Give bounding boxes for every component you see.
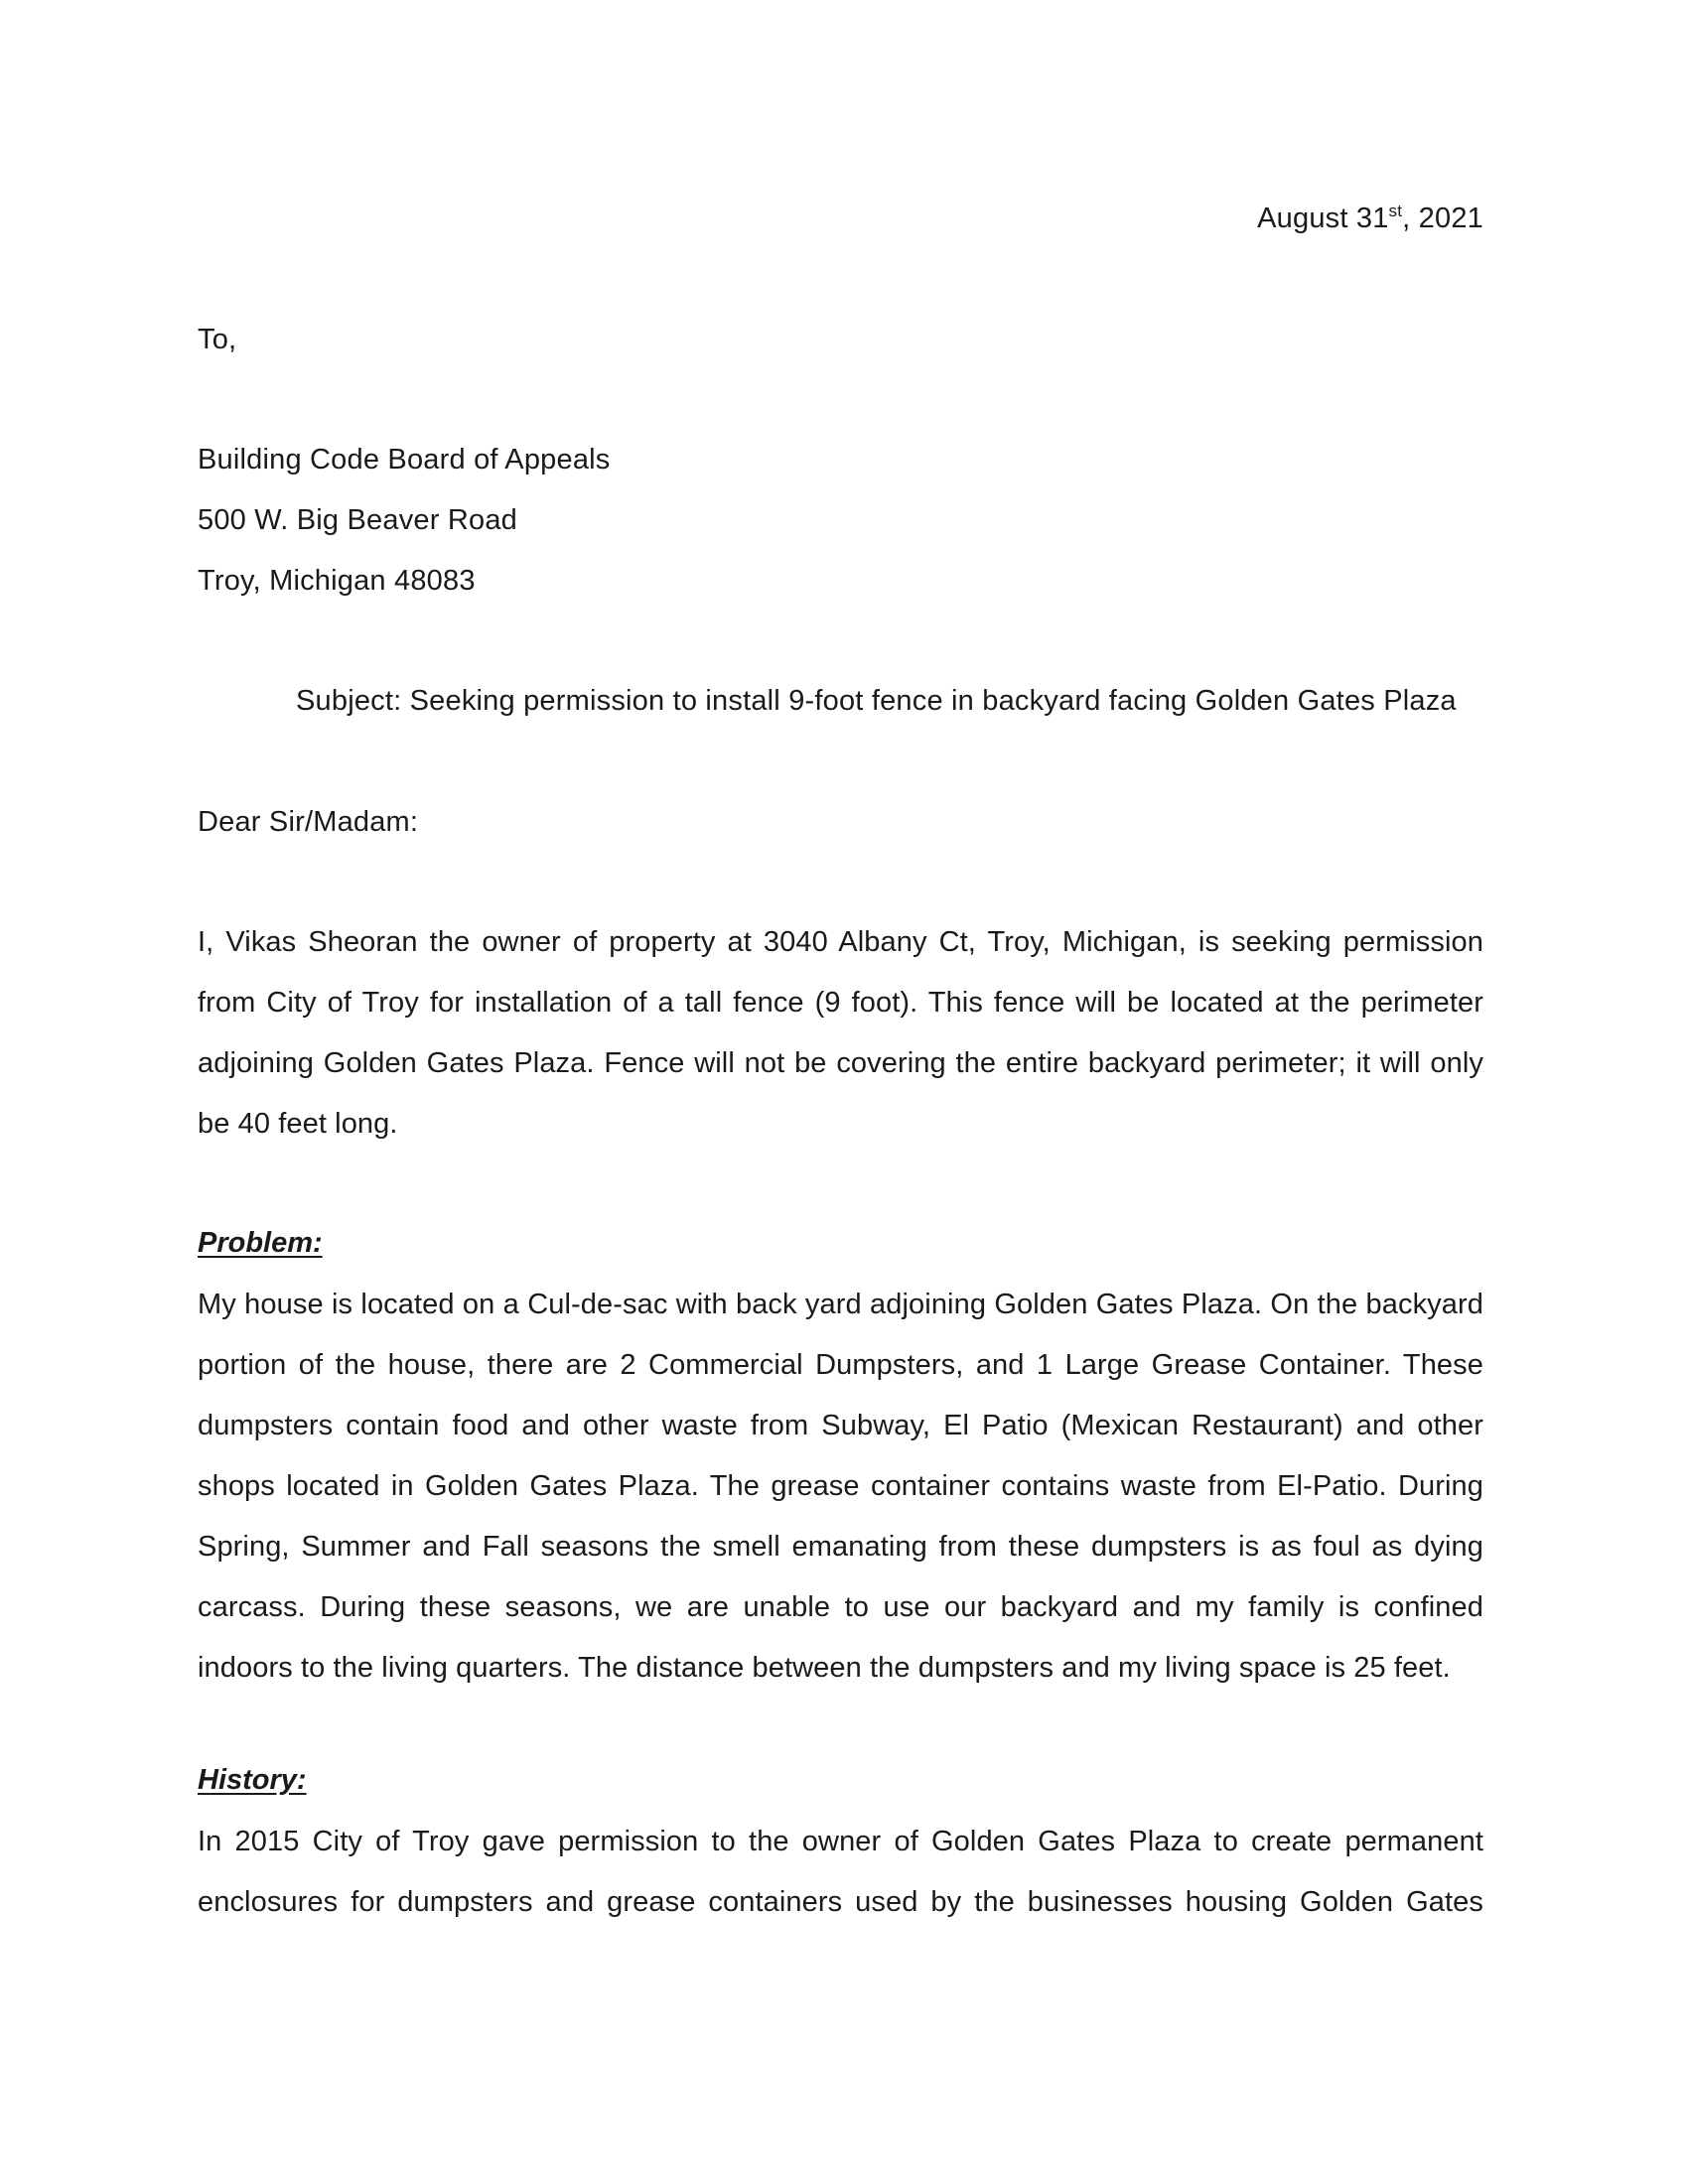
letter-greeting: Dear Sir/Madam:: [198, 806, 419, 838]
recipient-street: 500 W. Big Beaver Road: [198, 504, 517, 536]
intro-paragraph: I, Vikas Sheoran the owner of property at 3040 Albany Ct, Troy, Michigan, is seeking permission from City of Troy for installation of a tall fence (9 foot). This fence will be located at the perimeter adjoining Golden Gates Plaza. Fence will not be covering the entire backyard perimeter; it will only be 40 feet long.: [198, 926, 1483, 1140]
history-paragraph: In 2015 City of Troy gave permission to the owner of Golden Gates Plaza to create permanent enclosures for dumpsters and grease containers used by the businesses housing Golden Gates: [198, 1826, 1483, 1918]
problem-heading: Problem:: [198, 1227, 323, 1259]
letter-subject: Subject: Seeking permission to install 9-foot fence in backyard facing Golden Gates Plaza: [296, 685, 1457, 717]
letter-page: [198, 0, 1483, 2184]
recipient-name: Building Code Board of Appeals: [198, 444, 611, 476]
letter-date: August 31st, 2021: [1257, 202, 1483, 234]
salutation-to: To,: [198, 324, 237, 355]
recipient-city: Troy, Michigan 48083: [198, 565, 476, 597]
history-heading: History:: [198, 1764, 307, 1796]
date-ordinal-suffix: st: [1388, 202, 1403, 220]
problem-paragraph: My house is located on a Cul-de-sac with back yard adjoining Golden Gates Plaza. On the backyard portion of the house, there are 2 Commercial Dumpsters, and 1 Large Grease Container. These dumpsters contain food and other waste from Subway, El Patio (Mexican Restaurant) and other shops located in Golden Gates Plaza. The grease container contains waste from El-Patio. During Spring, Summer and Fall seasons the smell emanating from these dumpsters is as foul as dying carcass. During these seasons, we are unable to use our backyard and my family is confined indoors to the living quarters. The distance between the dumpsters and my living space is 25 feet.: [198, 1289, 1483, 1684]
